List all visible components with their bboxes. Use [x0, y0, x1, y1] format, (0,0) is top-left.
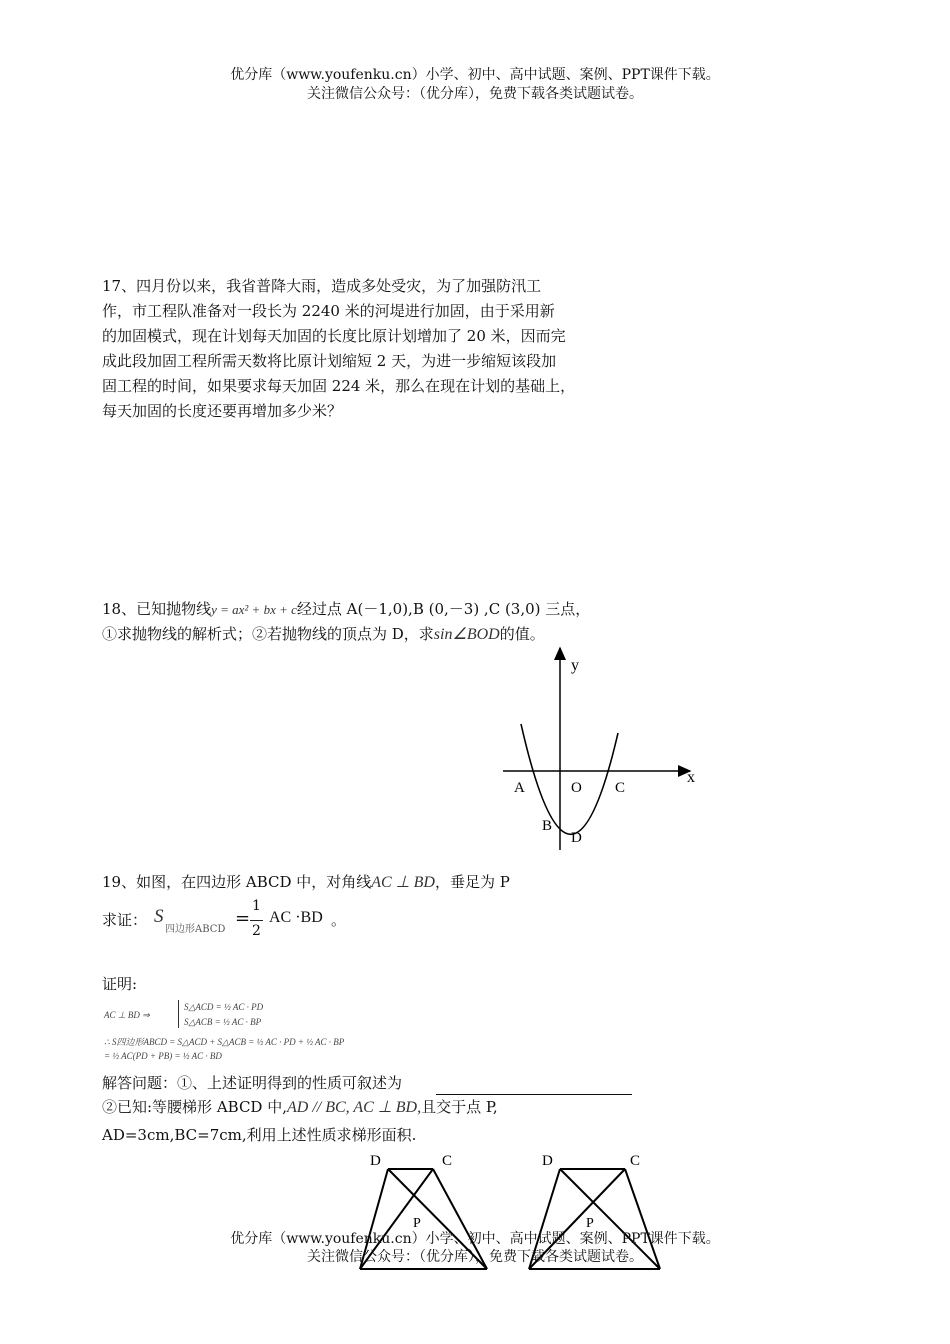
fig2-label-c: C [630, 1153, 641, 1169]
label-o: O [571, 780, 582, 796]
header-line-1: 优分库（www.youfenku.cn）小学、初中、高中试题、案例、PPT课件下载。 [230, 67, 720, 83]
q17-line-2: 作，市工程队准备对一段长为 2240 米的河堤进行加固，由于采用新 [102, 302, 555, 320]
proof-implies: AC ⊥ BD ⇒ [104, 1010, 150, 1020]
proof-brace [178, 1000, 181, 1028]
proof-brace-2: S△ACB = ½ AC · BP [184, 1017, 262, 1027]
fig2-label-p: P [586, 1216, 594, 1231]
label-x: x [687, 769, 695, 786]
q18-line2-prefix: ①求抛物线的解析式；②若抛物线的顶点为 D，求 [102, 625, 434, 643]
parabola-curve [521, 724, 618, 834]
frac-bar [250, 920, 263, 921]
header-line-2: 关注微信公众号：（优分库），免费下载各类试题试卷。 [307, 86, 643, 102]
q19-formula: AC ⊥ BD [371, 874, 435, 891]
q17-line-1: 17、四月份以来，我省普降大雨，造成多处受灾，为了加强防汛工 [102, 277, 542, 295]
q18-line-2 [102, 622, 545, 647]
q18-sin-formula: sin∠BOD [433, 626, 500, 643]
q18-middle: 经过点 A(－1,0),B (0,－3) ,C (3,0) 三点， [296, 600, 591, 618]
label-y: y [571, 657, 579, 674]
answer-line-1: 解答问题：①、上述证明得到的性质可叙述为 [102, 1074, 403, 1092]
label-d: D [571, 830, 582, 846]
q17-line-5: 固工程的时间，如果要求每天加固 224 米，那么在现在计划的基础上， [102, 377, 576, 395]
proof-line-4: = ½ AC(PD + PB) = ½ AC · BD [104, 1051, 222, 1061]
end-mark: 。 [331, 911, 347, 929]
q18-formula: y = ax² + bx + c [211, 602, 297, 617]
proof-brace-1: S△ACD = ½ AC · PD [184, 1002, 264, 1012]
footer-line-1: 优分库（www.youfenku.cn）小学、初中、高中试题、案例、PPT课件下载。 [230, 1231, 720, 1247]
frac-den: 2 [252, 923, 261, 939]
q19-suffix: ，垂足为 P [434, 873, 510, 891]
answer-line-3: AD=3cm,BC=7cm,利用上述性质求梯形面积. [102, 1126, 417, 1144]
prove-label: 求证： [102, 911, 148, 929]
fig1-label-p: P [413, 1216, 421, 1231]
answer-line-2 [102, 1095, 498, 1120]
frac-num: 1 [252, 898, 261, 914]
s-symbol: S [154, 906, 164, 927]
answer-line2-suffix: 且交于点 P, [421, 1098, 498, 1116]
label-c: C [615, 780, 626, 796]
answer-line2-prefix: ②已知:等腰梯形 ABCD 中, [102, 1098, 287, 1116]
q18-line-1 [102, 597, 590, 622]
footer-line-2: 关注微信公众号：（优分库），免费下载各类试题试卷。 [307, 1249, 643, 1265]
q19-line-1 [102, 870, 510, 895]
proof-label: 证明: [102, 975, 138, 993]
q17-line-4: 成此段加固工程所需天数将比原计划缩短 2 天，为进一步缩短该段加 [102, 352, 557, 370]
proof-line-3: ∴ S四边形ABCD = S△ACD + S△ACB = ½ AC · PD + ½ AC · BP [104, 1037, 345, 1047]
parabola-graph [495, 640, 705, 860]
fig1-label-c: C [442, 1153, 453, 1169]
q17-line-3: 的加固模式，现在计划每天加固的长度比原计划增加了 20 米，因而完 [102, 327, 566, 345]
q19-prefix: 19、如图，在四边形 ABCD 中，对角线 [102, 873, 372, 891]
fig2-label-d: D [542, 1153, 553, 1169]
product-ac-bd: AC ·BD [269, 909, 323, 926]
q18-prefix: 18、已知抛物线 [102, 600, 212, 618]
q17-line-6: 每天加固的长度还要再增加多少米？ [102, 402, 343, 420]
fig1-label-d: D [370, 1153, 381, 1169]
q18-line2-suffix: 的值。 [499, 625, 545, 643]
equals-sign: = [235, 908, 251, 929]
answer-line2-formula: AD // BC, AC ⊥ BD, [287, 1099, 422, 1116]
label-b: B [542, 818, 553, 834]
s-subscript: 四边形ABCD [165, 924, 226, 935]
label-a: A [514, 780, 525, 796]
